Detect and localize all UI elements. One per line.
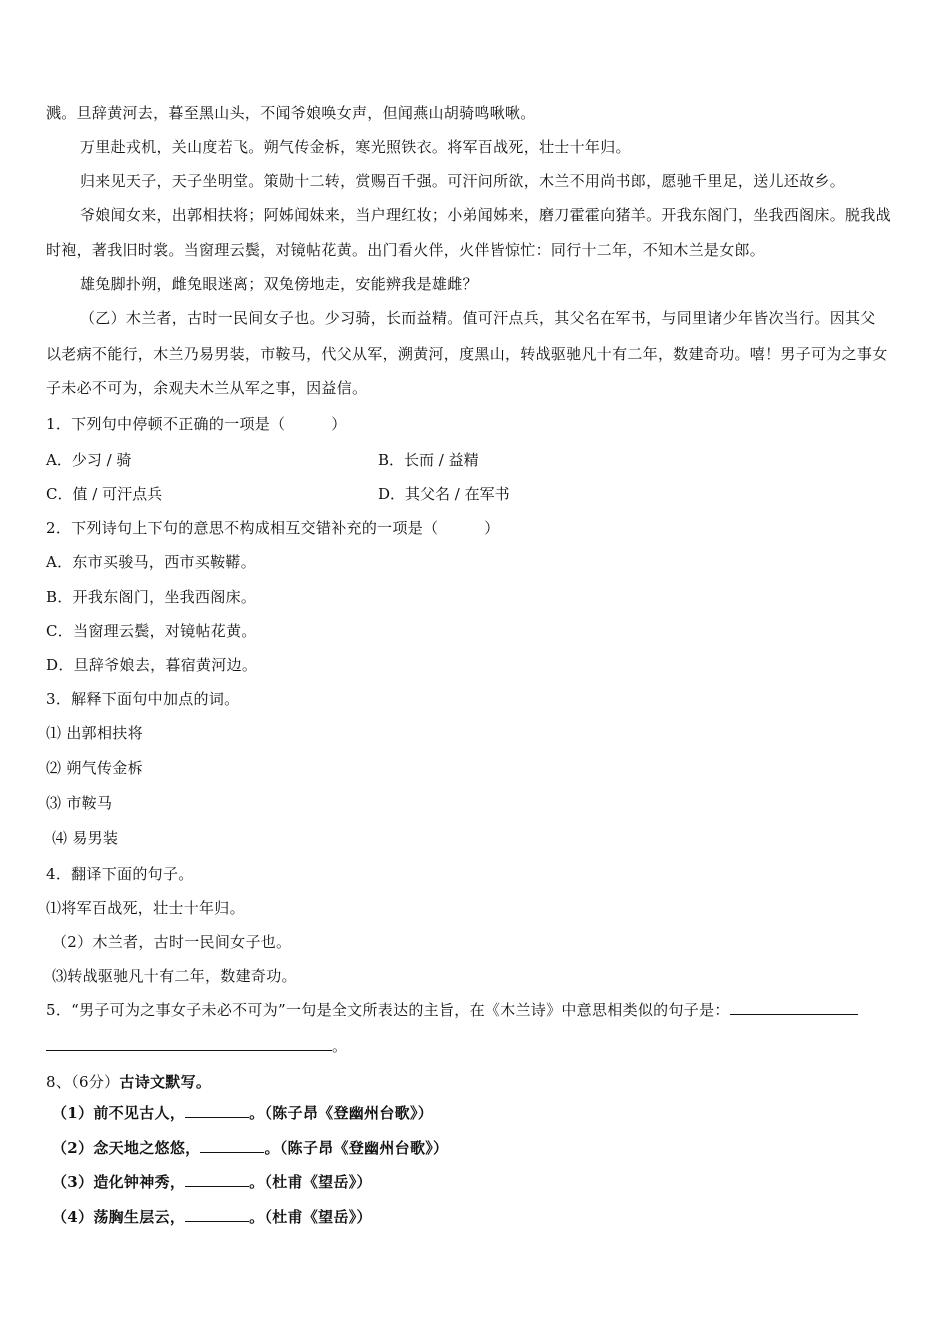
q8-item-1-blank[interactable] (185, 1103, 249, 1118)
q5-answer-line (46, 1036, 906, 1056)
poem-paragraph-4: 雄兔脚扑朔，雌兔眼迷离；双兔傍地走，安能辨我是雄雌？ (80, 275, 478, 293)
q4-stem: 4．翻译下面的句子。 (46, 865, 194, 883)
poem-paragraph-3b: 时袍，著我旧时裳。当窗理云鬓，对镜帖花黄。出门看火伴，火伴皆惊忙：同行十二年，不知木兰是女郎。 (46, 241, 766, 259)
q3-stem: 3．解释下面句中加点的词。 (46, 690, 240, 708)
q3-item-4: ⑷ 易男装 (52, 829, 119, 847)
q4-item-3: ⑶转战驱驰凡十有二年，数建奇功。 (52, 967, 297, 985)
q5-answer-blank-2[interactable] (46, 1036, 332, 1051)
q8-item-4-post: 。（杜甫《望岳》） (249, 1208, 372, 1226)
poem-paragraph-3a: 爷娘闻女来，出郭相扶将；阿姊闻妹来，当户理红妆；小弟闻姊来，磨刀霍霍向猪羊。开我东阁门，坐我西阁床。脱我战 (80, 206, 891, 224)
q8-item-3 (52, 1172, 912, 1192)
passage-b-line-3: 子未必不可为，余观夫木兰从军之事，因益信。 (46, 379, 368, 397)
q5-stem (46, 1000, 906, 1020)
q2-option-d: D．旦辞爷娘去，暮宿黄河边。 (46, 656, 258, 674)
q3-item-2: ⑵ 朔气传金柝 (46, 759, 143, 777)
q3-item-1: ⑴ 出郭相扶将 (46, 724, 143, 742)
q8-item-4-pre: （4）荡胸生层云， (52, 1208, 186, 1226)
q1-option-c: C．值 / 可汗点兵 (46, 485, 163, 503)
q1-option-d: D．其父名 / 在军书 (378, 485, 510, 503)
q8-heading (46, 1072, 906, 1092)
q8-item-4 (52, 1207, 912, 1227)
q1-option-b: B．长而 / 益精 (378, 451, 479, 469)
q8-title: 古诗文默写。 (119, 1073, 212, 1091)
q4-item-1: ⑴将军百战死，壮士十年归。 (46, 899, 245, 917)
q1-stem: 1．下列句中停顿不正确的一项是（ ） (46, 415, 347, 433)
q1-option-a: A．少习 / 骑 (46, 451, 132, 469)
q8-item-1-post: 。（陈子昂《登幽州台歌》） (249, 1104, 434, 1122)
passage-b-line-1: （乙）木兰者，古时一民间女子也。少习骑，长而益精。值可汗点兵，其父名在军书，与同里诸少年皆次当行。因其父 (80, 309, 876, 327)
q8-item-2-pre: （2）念天地之悠悠， (52, 1139, 201, 1157)
q8-number: 8、（6分） (46, 1073, 120, 1091)
passage-b-line-2: 以老病不能行，木兰乃易男装，市鞍马，代父从军，溯黄河，度黑山，转战驱驰凡十有二年，数建奇功。嘻！男子可为之事女 (46, 345, 888, 363)
q8-item-3-blank[interactable] (185, 1172, 249, 1187)
poem-paragraph-1: 万里赴戎机，关山度若飞。朔气传金柝，寒光照铁衣。将军百战死，壮士十年归。 (80, 138, 631, 156)
poem-line-0: 溅。旦辞黄河去，暮至黑山头，不闻爷娘唤女声，但闻燕山胡骑鸣啾啾。 (46, 104, 536, 122)
poem-paragraph-2: 归来见天子，天子坐明堂。策勋十二转，赏赐百千强。可汗问所欲，木兰不用尚书郎，愿驰千里足，送儿还故乡。 (80, 172, 846, 190)
q5-stem-text: 5．“男子可为之事女子未必不可为”一句是全文所表达的主旨，在《木兰诗》中意思相类似的句子是： (46, 1001, 730, 1019)
q8-item-1 (52, 1103, 912, 1123)
q5-end: 。 (332, 1037, 348, 1055)
q2-option-b: B．开我东阁门，坐我西阁床。 (46, 588, 257, 606)
q2-option-c: C．当窗理云鬓，对镜帖花黄。 (46, 622, 257, 640)
q2-option-a: A．东市买骏马，西市买鞍鞯。 (46, 553, 257, 571)
q5-answer-blank-1[interactable] (730, 1000, 858, 1015)
q8-item-4-blank[interactable] (185, 1207, 249, 1222)
q8-item-3-pre: （3）造化钟神秀， (52, 1173, 186, 1191)
q2-stem: 2．下列诗句上下句的意思不构成相互交错补充的一项是（ ） (46, 519, 500, 537)
q4-item-2: （2）木兰者，古时一民间女子也。 (52, 933, 292, 951)
q8-item-2-blank[interactable] (200, 1138, 264, 1153)
q8-item-2-post: 。（陈子昂《登幽州台歌》） (264, 1139, 449, 1157)
q8-item-2 (52, 1138, 912, 1158)
q8-item-1-pre: （1）前不见古人， (52, 1104, 186, 1122)
q3-item-3: ⑶ 市鞍马 (46, 794, 113, 812)
q8-item-3-post: 。（杜甫《望岳》） (249, 1173, 372, 1191)
